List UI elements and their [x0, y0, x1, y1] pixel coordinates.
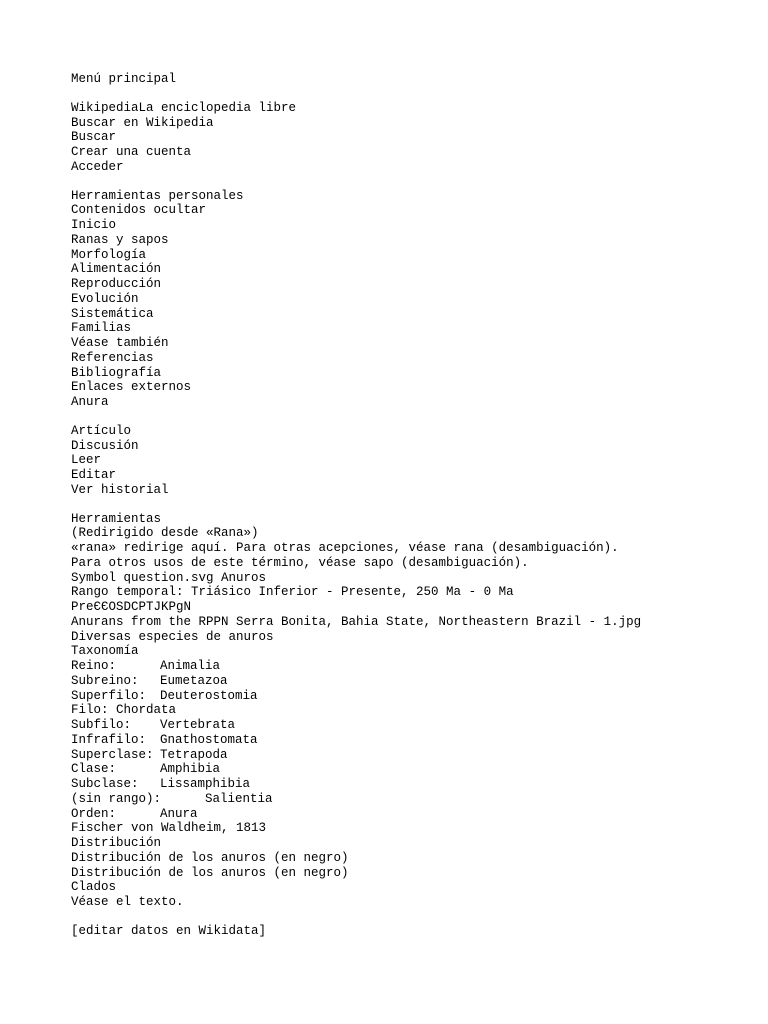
toc-item-reproduccion[interactable]: Reproducción	[71, 277, 162, 291]
toc-item-alimentacion[interactable]: Alimentación	[71, 262, 162, 277]
taxonomy-row	[71, 807, 751, 822]
search-button[interactable]: Buscar	[71, 130, 117, 145]
main-menu-button[interactable]: Menú principal	[71, 72, 177, 86]
taxonomy-row	[71, 733, 751, 748]
clades-text: Véase el texto.	[71, 895, 184, 909]
toc-item-enlaces-externos[interactable]: Enlaces externos	[71, 380, 192, 395]
distribution-caption: Distribución de los anuros (en negro)	[71, 865, 349, 880]
distribution-map-link[interactable]: Distribución de los anuros (en negro)	[71, 850, 349, 865]
create-account-link[interactable]: Crear una cuenta	[71, 145, 192, 159]
taxonomy-rank: (sin rango):	[71, 791, 162, 806]
taxonomy-row	[71, 748, 751, 763]
taxonomy-value[interactable]: Amphibia	[160, 762, 221, 777]
spacer	[71, 175, 751, 189]
toc-item-sistematica[interactable]: Sistemática	[71, 306, 154, 321]
taxonomy-row	[71, 792, 751, 807]
taxonomy-value[interactable]: Deuterostomia	[160, 688, 258, 703]
toc-item-bibliografia[interactable]: Bibliografía	[71, 365, 162, 380]
tab-talk[interactable]: Discusión	[71, 438, 139, 453]
tab-edit[interactable]: Editar	[71, 468, 117, 482]
redirect-notice: (Redirigido desde «Rana»)	[71, 526, 259, 541]
taxonomy-value[interactable]: Anura	[160, 806, 198, 821]
taxonomy-row	[71, 659, 751, 674]
taxonomy-rank: Orden:	[71, 806, 117, 821]
page-title: Anura	[71, 395, 109, 409]
taxonomy-rank: Infrafilo:	[71, 732, 147, 747]
taxonomic-authority[interactable]: Fischer von Waldheim, 1813	[71, 821, 267, 836]
taxobox-image-link[interactable]: Anurans from the RPPN Serra Bonita, Bahia State, Northeastern Brazil - 1.jpg	[71, 614, 642, 629]
hatnote-rana[interactable]: «rana» redirige aquí. Para otras acepciones, véase rana (desambiguación).	[71, 541, 619, 555]
taxonomy-value[interactable]: Vertebrata	[160, 718, 236, 732]
table-of-contents	[71, 218, 751, 395]
taxonomy-heading: Taxonomía	[71, 644, 139, 659]
temporal-range-codes: PreЄЄOSDCPTJKPgN	[71, 600, 192, 614]
taxonomy-value[interactable]: Salientia	[205, 791, 273, 806]
toc-item-vease-tambien[interactable]: Véase también	[71, 336, 169, 350]
login-link[interactable]: Acceder	[71, 159, 124, 174]
taxonomy-row	[71, 762, 751, 777]
taxonomy-rank: Subfilo:	[71, 718, 132, 732]
spacer	[71, 498, 751, 512]
taxonomy-rank: Superfilo:	[71, 688, 147, 703]
edit-wikidata-link[interactable]: [editar datos en Wikidata]	[71, 923, 267, 938]
temporal-range: Rango temporal: Triásico Inferior - Presente, 250 Ma - 0 Ma	[71, 585, 514, 600]
taxonomy-row	[71, 689, 751, 704]
taxonomy-value[interactable]: Chordata	[116, 703, 177, 718]
toc-item-familias[interactable]: Familias	[71, 321, 132, 336]
distribution-heading: Distribución	[71, 836, 162, 850]
spacer	[71, 910, 751, 924]
toc-item-evolucion[interactable]: Evolución	[71, 291, 139, 306]
toc-item-inicio[interactable]: Inicio	[71, 218, 117, 232]
tab-history[interactable]: Ver historial	[71, 482, 169, 497]
taxobox-image-caption: Diversas especies de anuros	[71, 629, 274, 644]
taxonomy-rank: Reino:	[71, 659, 117, 673]
toc-item-referencias[interactable]: Referencias	[71, 350, 154, 365]
spacer	[71, 410, 751, 424]
taxonomy-row	[71, 703, 751, 718]
taxonomy-row	[71, 718, 751, 733]
taxonomy-rank: Filo:	[71, 703, 109, 718]
toc-item-ranas-y-sapos[interactable]: Ranas y sapos	[71, 232, 169, 247]
taxonomy-table	[71, 659, 751, 821]
personal-tools-menu[interactable]: Herramientas personales	[71, 188, 244, 203]
taxonomy-value[interactable]: Eumetazoa	[160, 673, 228, 688]
taxonomy-row	[71, 777, 751, 792]
toc-toggle[interactable]: Contenidos ocultar	[71, 203, 207, 218]
wikipedia-logo-link[interactable]: WikipediaLa enciclopedia libre	[71, 100, 297, 115]
taxonomy-value[interactable]: Tetrapoda	[160, 747, 228, 762]
taxonomy-rank: Subclase:	[71, 777, 139, 791]
tab-article[interactable]: Artículo	[71, 423, 132, 438]
taxonomy-value[interactable]: Animalia	[160, 659, 221, 673]
tab-read[interactable]: Leer	[71, 453, 102, 468]
hatnote-sapo[interactable]: Para otros usos de este término, véase sapo (desambiguación).	[71, 555, 529, 570]
document-body	[71, 72, 751, 939]
taxonomy-rank: Subreino:	[71, 673, 139, 688]
taxonomy-value[interactable]: Lissamphibia	[160, 777, 251, 791]
search-input[interactable]: Buscar en Wikipedia	[71, 115, 214, 130]
spacer	[71, 87, 751, 101]
clades-heading: Clados	[71, 880, 117, 895]
tools-menu[interactable]: Herramientas	[71, 511, 162, 526]
toc-item-morfologia[interactable]: Morfología	[71, 247, 147, 262]
taxonomy-row	[71, 674, 751, 689]
taxobox-title: Symbol question.svg Anuros	[71, 570, 267, 585]
taxonomy-rank: Superclase:	[71, 747, 154, 762]
taxonomy-rank: Clase:	[71, 762, 117, 777]
taxonomy-value[interactable]: Gnathostomata	[160, 732, 258, 747]
